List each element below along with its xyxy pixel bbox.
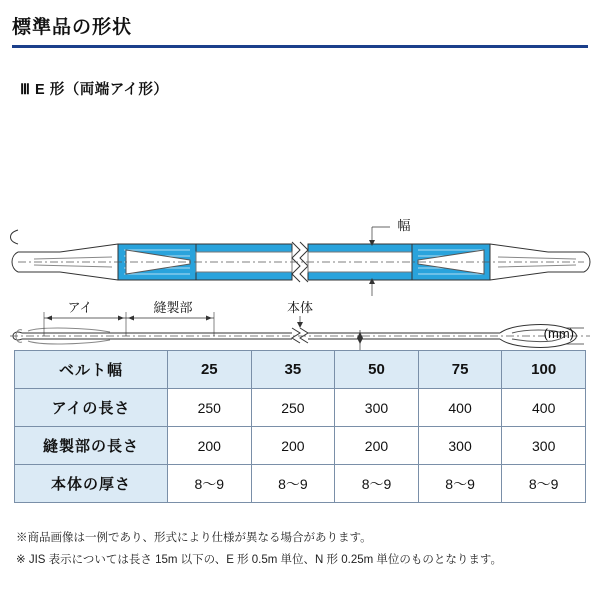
row-header: アイの長さ: [15, 389, 168, 427]
cell: 400: [502, 389, 586, 427]
table-row: [15, 427, 586, 465]
cell: 35: [251, 351, 335, 389]
note-line: ※商品画像は一例であり、形式により仕様が異なる場合があります。: [16, 532, 372, 544]
cell: 300: [335, 389, 419, 427]
row-header: 本体の厚さ: [15, 465, 168, 503]
cell: 400: [418, 389, 502, 427]
row-header: ベルト幅: [15, 351, 168, 389]
header-divider: [12, 45, 588, 48]
cell: 25: [168, 351, 252, 389]
cell: 8〜9: [335, 465, 419, 503]
table-row: [15, 351, 586, 389]
row-header: 縫製部の長さ: [15, 427, 168, 465]
cell: 300: [418, 427, 502, 465]
page-header: [12, 12, 588, 48]
note-line: ※ JIS 表示については長さ 15m 以下の、E 形 0.5m 単位、N 形 0.25m 単位のものとなります。: [16, 553, 502, 566]
cell: 8〜9: [168, 465, 252, 503]
cell: 8〜9: [418, 465, 502, 503]
cell: 300: [502, 427, 586, 465]
unit-label: (mm): [543, 326, 574, 341]
cell: 200: [168, 427, 252, 465]
label-body: 本体: [286, 300, 314, 315]
cell: 200: [335, 427, 419, 465]
sling-diagram: [0, 100, 600, 330]
cell: 50: [335, 351, 419, 389]
label-sewn: 縫製部: [153, 300, 193, 315]
section-heading: Ⅲ E 形（両端アイ形）: [20, 82, 169, 98]
cell: 8〜9: [251, 465, 335, 503]
spec-table: [14, 350, 586, 503]
cell: 8〜9: [502, 465, 586, 503]
cell: 100: [502, 351, 586, 389]
spec-table-body: [15, 351, 586, 503]
cell: 250: [251, 389, 335, 427]
label-eye: アイ: [67, 300, 93, 315]
cell: 200: [251, 427, 335, 465]
table-row: [15, 465, 586, 503]
cell: 250: [168, 389, 252, 427]
label-width: 幅: [397, 218, 411, 233]
notes-block: [16, 528, 586, 572]
cell: 75: [418, 351, 502, 389]
table-row: [15, 389, 586, 427]
page-title: 標準品の形状: [12, 17, 133, 38]
